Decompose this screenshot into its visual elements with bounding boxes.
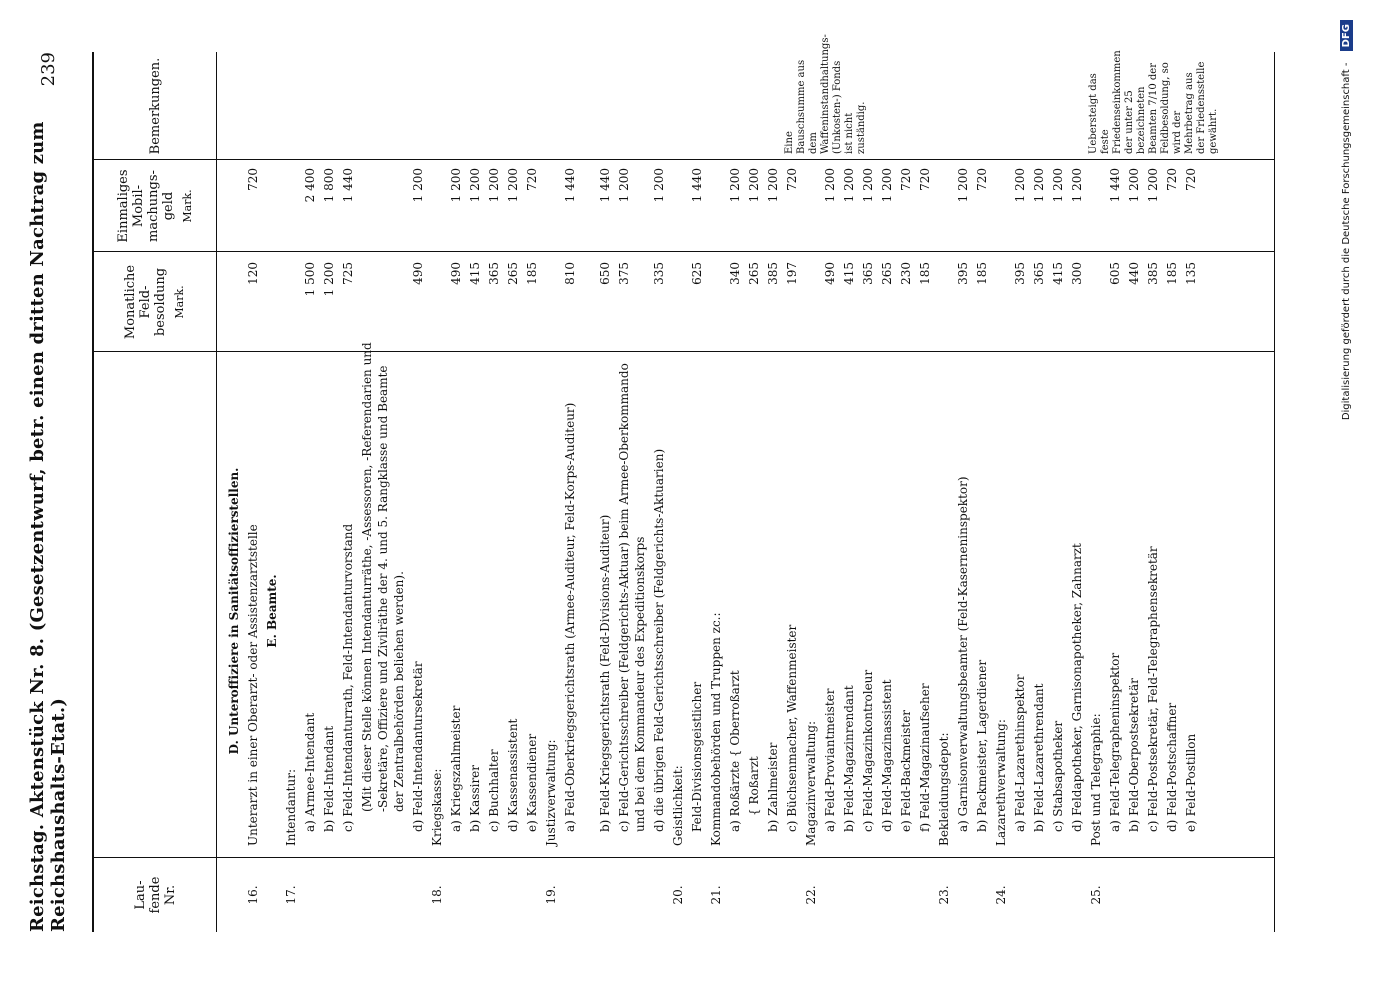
row-description: b) Feld-Intendant — [322, 725, 336, 832]
row-mobilization-money: 1 800 — [322, 168, 336, 203]
row-monthly-pay: 120 — [246, 262, 260, 285]
row-monthly-pay: 490 — [411, 262, 425, 285]
row-description: a) Armee-Intendant — [303, 712, 317, 832]
row-description: c) Feld-Intendanturrath, Feld-Intendanturvorstand — [341, 523, 355, 832]
column-header-onetime-label: Einmaliges Mobil- machungs- geld — [115, 169, 176, 243]
row-mobilization-money: 2 400 — [303, 168, 317, 203]
row-number: 24. — [994, 885, 1008, 905]
row-monthly-pay: 135 — [1184, 262, 1198, 285]
row-monthly-pay: 415 — [842, 262, 856, 285]
row-monthly-pay: 440 — [1127, 262, 1141, 285]
page-header — [28, 52, 68, 932]
row-description: b) Feld-Magazinrendant — [842, 685, 856, 832]
row-description: a) Kriegszahlmeister — [449, 705, 463, 832]
row-mobilization-money: 1 200 — [956, 168, 970, 203]
row-mobilization-money: 720 — [1184, 168, 1198, 191]
row-mobilization-money: 1 440 — [690, 168, 704, 203]
row-description: f) Feld-Magazinaufseher — [918, 683, 932, 832]
row-number: 21. — [709, 885, 723, 905]
column-divider — [94, 351, 1274, 352]
row-number: 20. — [671, 885, 685, 905]
row-monthly-pay: 1 500 — [303, 262, 317, 297]
row-description: c) Feld-Magazinkontroleur — [861, 669, 875, 832]
column-divider — [94, 159, 1274, 160]
row-monthly-pay: 490 — [823, 262, 837, 285]
row-monthly-pay: 197 — [785, 262, 799, 285]
row-monthly-pay: 365 — [487, 262, 501, 285]
row-monthly-pay: 415 — [468, 262, 482, 285]
row-description: a) Garnisonverwaltungsbeamter (Feld-Kaserneninspektor) — [956, 476, 970, 832]
row-mobilization-money: 720 — [785, 168, 799, 191]
salary-table — [92, 34, 1275, 932]
row-description: e) Feld-Postillon — [1184, 733, 1198, 832]
row-description: Feld-Divisionsgeistlicher — [690, 681, 704, 832]
row-description: Geistlichkeit: — [671, 765, 685, 846]
row-monthly-pay: 365 — [861, 262, 875, 285]
row-remark: Uebersteigt das feste Friedenseinkommen der unter 25 bezeichneten Beamten 7/10 der Feldbesoldung, so wird der Mehrbetrag aus der Friedensstelle gewährt. — [1088, 50, 1219, 154]
row-number: 23. — [937, 885, 951, 905]
row-monthly-pay: 265 — [506, 262, 520, 285]
row-monthly-pay: 490 — [449, 262, 463, 285]
row-monthly-pay: 375 — [617, 262, 631, 285]
row-description: Unterarzt in einer Oberarzt- oder Assistenzarztstelle — [246, 524, 260, 846]
digitization-credit — [1340, 20, 1353, 960]
row-monthly-pay: 725 — [341, 262, 355, 285]
row-mobilization-money: 720 — [899, 168, 913, 191]
row-description: d) Feld-Intendantursekretär — [411, 661, 425, 832]
row-description: Lazarethverwaltung: — [994, 719, 1008, 846]
column-header-remarks-label: Bemerkungen. — [147, 57, 163, 155]
row-monthly-pay: 265 — [880, 262, 894, 285]
row-mobilization-money: 720 — [525, 168, 539, 191]
row-mobilization-money: 720 — [975, 168, 989, 191]
credit-text: Digitalisierung gefördert durch die Deutsche Forschungsgemeinschaft - — [1341, 62, 1352, 421]
row-description: { Roßarzt — [747, 756, 761, 816]
row-mobilization-money: 1 200 — [1070, 168, 1084, 203]
column-header-onetime — [94, 160, 216, 252]
row-description: Justizverwaltung: — [544, 739, 558, 846]
row-monthly-pay: 185 — [918, 262, 932, 285]
row-mobilization-money: 720 — [246, 168, 260, 191]
row-number: 22. — [804, 885, 818, 905]
row-monthly-pay: 625 — [690, 262, 704, 285]
row-description: e) Kassendiener — [525, 733, 539, 832]
rotated-document-page — [0, 10, 1383, 970]
row-monthly-pay: 810 — [563, 262, 577, 285]
row-monthly-pay: 335 — [652, 262, 666, 285]
row-description: E. Beamte. — [265, 574, 279, 648]
row-monthly-pay: 1 200 — [322, 262, 336, 297]
row-monthly-pay: 185 — [1165, 262, 1179, 285]
row-number: 18. — [430, 885, 444, 905]
row-number: 19. — [544, 885, 558, 905]
column-header-remarks — [94, 52, 216, 160]
row-monthly-pay: 365 — [1032, 262, 1046, 285]
row-number: 25. — [1089, 885, 1103, 905]
row-mobilization-money: 1 200 — [880, 168, 894, 203]
column-header-number — [94, 858, 216, 932]
row-description: e) Feld-Backmeister — [899, 709, 913, 832]
row-description: d) die übrigen Feld-Gerichtsschreiber (Feldgerichts-Aktuarien) — [652, 448, 666, 832]
row-description: Kommandobehörden und Truppen zc.: — [709, 612, 723, 846]
row-mobilization-money: 1 200 — [652, 168, 666, 203]
page-title: Reichstag. Aktenstück Nr. 8. (Gesetzentwurf, betr. einen dritten Nachtrag zum Reichshaushalts-Etat.) — [27, 121, 69, 932]
row-description: D. Unteroffiziere in Sanitätsoffizierstellen. — [227, 467, 241, 755]
row-description: a) Roßärzte { Oberroßarzt — [728, 670, 742, 832]
row-description: Post und Telegraphie: — [1089, 713, 1103, 846]
row-mobilization-money: 1 200 — [449, 168, 463, 203]
row-description: a) Feld-Proviantmeister — [823, 688, 837, 832]
column-unit-monthly: Mark. — [173, 285, 186, 319]
row-description: c) Feld-Postsekretär, Feld-Telegraphensekretär — [1146, 546, 1160, 832]
row-description: d) Feld-Magazinassistent — [880, 679, 894, 832]
row-description: d) Kassenassistent — [506, 718, 520, 832]
row-description: a) Feld-Lazarethinspektor — [1013, 674, 1027, 832]
row-mobilization-money: 1 200 — [506, 168, 520, 203]
row-mobilization-money: 1 200 — [487, 168, 501, 203]
column-divider — [94, 251, 1274, 252]
row-mobilization-money: 1 200 — [842, 168, 856, 203]
row-monthly-pay: 185 — [525, 262, 539, 285]
row-remark: Eine Bauschsumme aus dem Waffeninstandhaltungs- (Unkosten-) Fonds ist nicht zuständig. — [784, 34, 867, 154]
row-monthly-pay: 265 — [747, 262, 761, 285]
row-mobilization-money: 1 200 — [861, 168, 875, 203]
row-description: b) Feld-Lazarethrendant — [1032, 683, 1046, 832]
row-mobilization-money: 1 200 — [747, 168, 761, 203]
row-description: c) Büchsenmacher, Waffenmeister — [785, 624, 799, 832]
row-monthly-pay: 185 — [975, 262, 989, 285]
row-monthly-pay: 605 — [1108, 262, 1122, 285]
row-mobilization-money: 1 200 — [411, 168, 425, 203]
row-description: b) Packmeister, Lagerdiener — [975, 659, 989, 832]
column-header-monthly-label: Monatliche Feld- besoldung — [123, 264, 168, 340]
row-description: Magazinverwaltung: — [804, 720, 818, 846]
column-header-monthly — [94, 252, 216, 352]
row-mobilization-money: 720 — [1165, 168, 1179, 191]
row-description: b) Feld-Kriegsgerichtsrath (Feld-Divisions-Auditeur) — [598, 514, 612, 832]
row-mobilization-money: 1 200 — [728, 168, 742, 203]
row-monthly-pay: 395 — [956, 262, 970, 285]
row-description: b) Feld-Oberpostsekretär — [1127, 678, 1141, 832]
row-mobilization-money: 1 200 — [1013, 168, 1027, 203]
row-mobilization-money: 1 440 — [341, 168, 355, 203]
row-monthly-pay: 340 — [728, 262, 742, 285]
column-header-number-label: Lau- fende Nr. — [132, 876, 178, 914]
row-mobilization-money: 1 200 — [617, 168, 631, 203]
row-monthly-pay: 230 — [899, 262, 913, 285]
row-mobilization-money: 1 440 — [563, 168, 577, 203]
row-description: Intendantur: — [284, 768, 298, 846]
row-monthly-pay: 385 — [766, 262, 780, 285]
row-mobilization-money: 1 200 — [1127, 168, 1141, 203]
row-mobilization-money: 1 200 — [1032, 168, 1046, 203]
row-description: b) Kassirer — [468, 764, 482, 832]
row-number: 17. — [284, 885, 298, 905]
header-rule — [216, 52, 217, 932]
row-mobilization-money: 1 440 — [598, 168, 612, 203]
row-description: Bekleidungsdepot: — [937, 732, 951, 846]
row-monthly-pay: 650 — [598, 262, 612, 285]
row-monthly-pay: 300 — [1070, 262, 1084, 285]
row-description: d) Feldapotheker, Garnisonapotheker, Zahnarzt — [1070, 543, 1084, 832]
row-description: c) Buchhalter — [487, 749, 501, 832]
row-monthly-pay: 395 — [1013, 262, 1027, 285]
row-mobilization-money: 1 200 — [823, 168, 837, 203]
row-description: (Mit dieser Stelle können Intendanturräthe, -Assessoren, -Referendarien und -Sekretäre, Offiziere und Zivilräthe der 4. und 5. Rangklasse und Beamte der Zentralbehörden beliehen werden). — [360, 342, 406, 812]
row-mobilization-money: 1 200 — [1146, 168, 1160, 203]
row-monthly-pay: 415 — [1051, 262, 1065, 285]
row-mobilization-money: 720 — [918, 168, 932, 191]
row-mobilization-money: 1 200 — [1051, 168, 1065, 203]
row-description: b) Zahlmeister — [766, 742, 780, 832]
row-description: a) Feld-Oberkriegsgerichtsrath (Armee-Auditeur, Feld-Korps-Auditeur) — [563, 402, 577, 832]
row-description: d) Feld-Postschaffner — [1165, 702, 1179, 832]
row-description: c) Stabsapotheker — [1051, 720, 1065, 832]
row-description: Kriegskasse: — [430, 768, 444, 846]
row-description: a) Feld-Telegrapheninspektor — [1108, 652, 1122, 832]
row-mobilization-money: 1 440 — [1108, 168, 1122, 203]
column-unit-onetime: Mark. — [180, 189, 194, 223]
row-mobilization-money: 1 200 — [468, 168, 482, 203]
dfg-logo: DFG — [1340, 20, 1353, 51]
row-description: c) Feld-Gerichtsschreiber (Feldgerichts-Aktuar) beim Armee-Oberkommando und bei dem Kommandeur des Expeditionskorps — [617, 363, 647, 832]
row-monthly-pay: 385 — [1146, 262, 1160, 285]
row-number: 16. — [246, 885, 260, 905]
page-number: 239 — [37, 52, 59, 87]
row-mobilization-money: 1 200 — [766, 168, 780, 203]
